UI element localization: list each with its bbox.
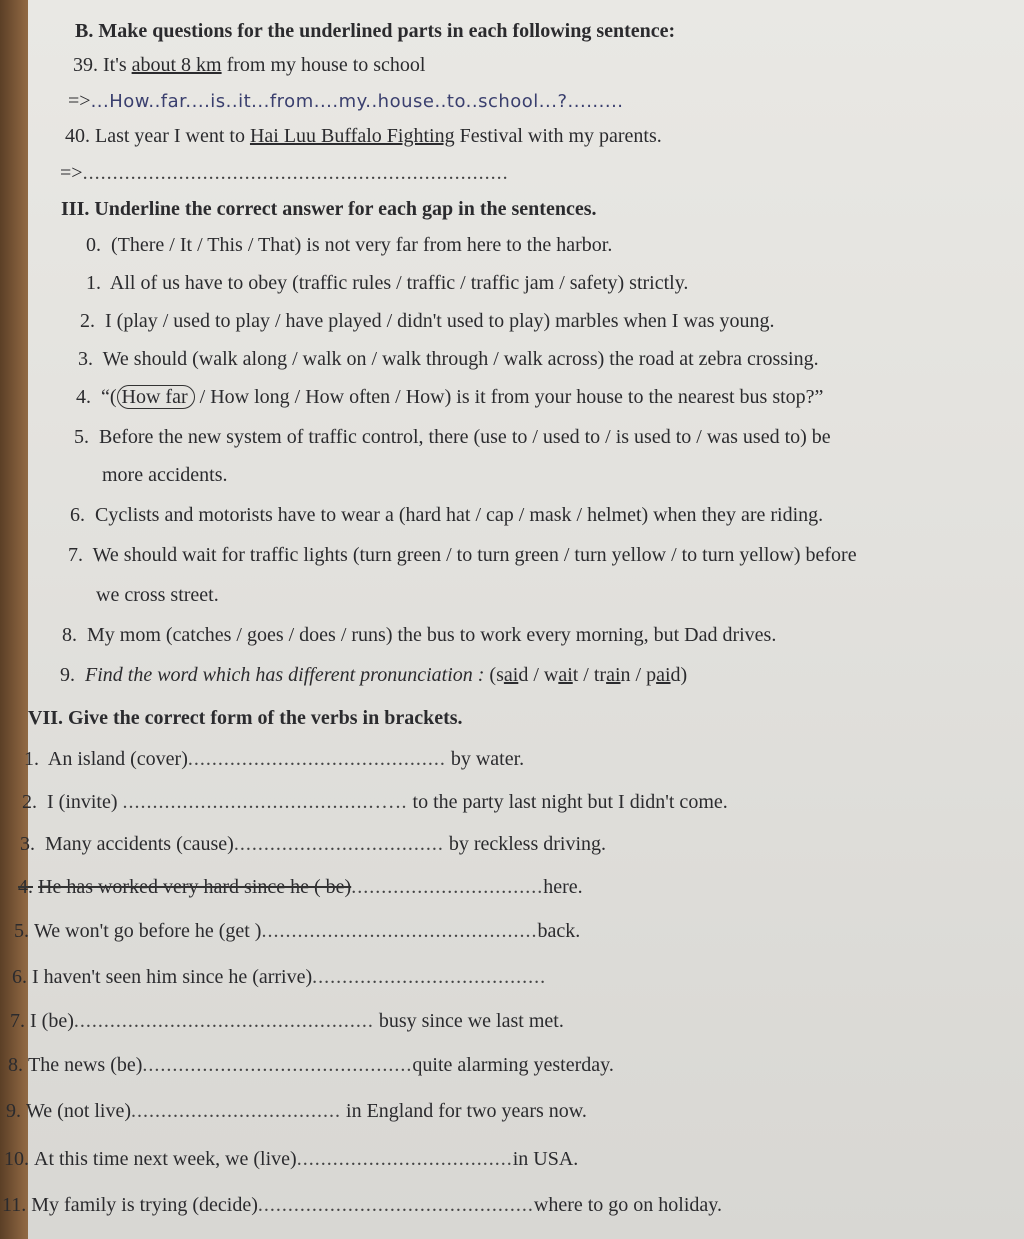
list-item: 2. I (invite) ..........................................….. to the party last night but I didn't come. bbox=[22, 791, 728, 813]
worksheet-paper bbox=[2, 0, 1024, 1239]
list-item: 1. All of us have to obey (traffic rules / traffic / traffic jam / safety) strictly. bbox=[86, 272, 689, 294]
list-item: 7. I (be).................................................. busy since we last met. bbox=[10, 1010, 564, 1032]
section-iii-heading: III. Underline the correct answer for each gap in the sentences. bbox=[61, 198, 597, 220]
list-item: 5. Before the new system of traffic control, there (use to / used to / is used to / was used to) be bbox=[74, 426, 831, 448]
list-item: 3. Many accidents (cause)................................... by reckless driving. bbox=[20, 833, 606, 855]
list-item-continuation: more accidents. bbox=[102, 464, 228, 486]
section-vii-heading: VII. Give the correct form of the verbs in brackets. bbox=[28, 707, 463, 729]
section-b-heading: B. Make questions for the underlined parts in each following sentence: bbox=[75, 20, 676, 42]
list-item: 8. The news (be).............................................quite alarming yesterday. bbox=[8, 1054, 614, 1076]
list-item: 1. An island (cover)........................................... by water. bbox=[24, 748, 525, 770]
list-item: 6. I haven't seen him since he (arrive)....................................... bbox=[12, 966, 547, 988]
list-item: 6. Cyclists and motorists have to wear a (hard hat / cap / mask / helmet) when they are riding. bbox=[70, 504, 824, 526]
list-item: 5. We won't go before he (get )..............................................back. bbox=[14, 920, 581, 942]
list-item: 4. “( How far / How long / How often / How) is it from your house to the nearest bus stop?” bbox=[76, 386, 824, 408]
list-item: 8. My mom (catches / goes / does / runs) the bus to work every morning, but Dad drives. bbox=[62, 624, 777, 646]
list-item: 10. At this time next week, we (live)....................................in USA. bbox=[4, 1148, 579, 1170]
list-item: 11. My family is trying (decide)..............................................where to go on holiday. bbox=[2, 1194, 722, 1216]
list-item: 7. We should wait for traffic lights (turn green / to turn green / turn yellow / to turn yellow) before bbox=[68, 544, 857, 566]
question-39: 39. It's about 8 km from my house to school bbox=[73, 54, 426, 76]
list-item: 4. He has worked very hard since he ( be)................................here. bbox=[18, 876, 583, 898]
list-item: 9. We (not live)................................... in England for two years now. bbox=[6, 1100, 587, 1122]
list-item: 9. Find the word which has different pronunciation : (said / wait / train / paid) bbox=[60, 664, 688, 686]
circled-answer: How far bbox=[117, 385, 195, 409]
answer-40: =>....................................................................... bbox=[60, 162, 509, 184]
underlined-part: about 8 km bbox=[131, 54, 222, 76]
answer-39: =>...How..far....is..it...from....my..house..to..school...?......... bbox=[68, 90, 624, 112]
list-item: 2. I (play / used to play / have played / didn't used to play) marbles when I was young. bbox=[80, 310, 775, 332]
underlined-part: Hai Luu Buffalo Fighting bbox=[249, 125, 455, 147]
list-item-continuation: we cross street. bbox=[96, 584, 219, 606]
list-item: 0. (There / It / This / That) is not very far from here to the harbor. bbox=[86, 234, 613, 256]
list-item: 3. We should (walk along / walk on / walk through / walk across) the road at zebra crossing. bbox=[78, 348, 819, 370]
handwritten-answer: ...How..far....is..it...from....my..house..to..school...?......... bbox=[90, 91, 624, 112]
question-40: 40. Last year I went to Hai Luu Buffalo Fighting Festival with my parents. bbox=[65, 125, 662, 147]
